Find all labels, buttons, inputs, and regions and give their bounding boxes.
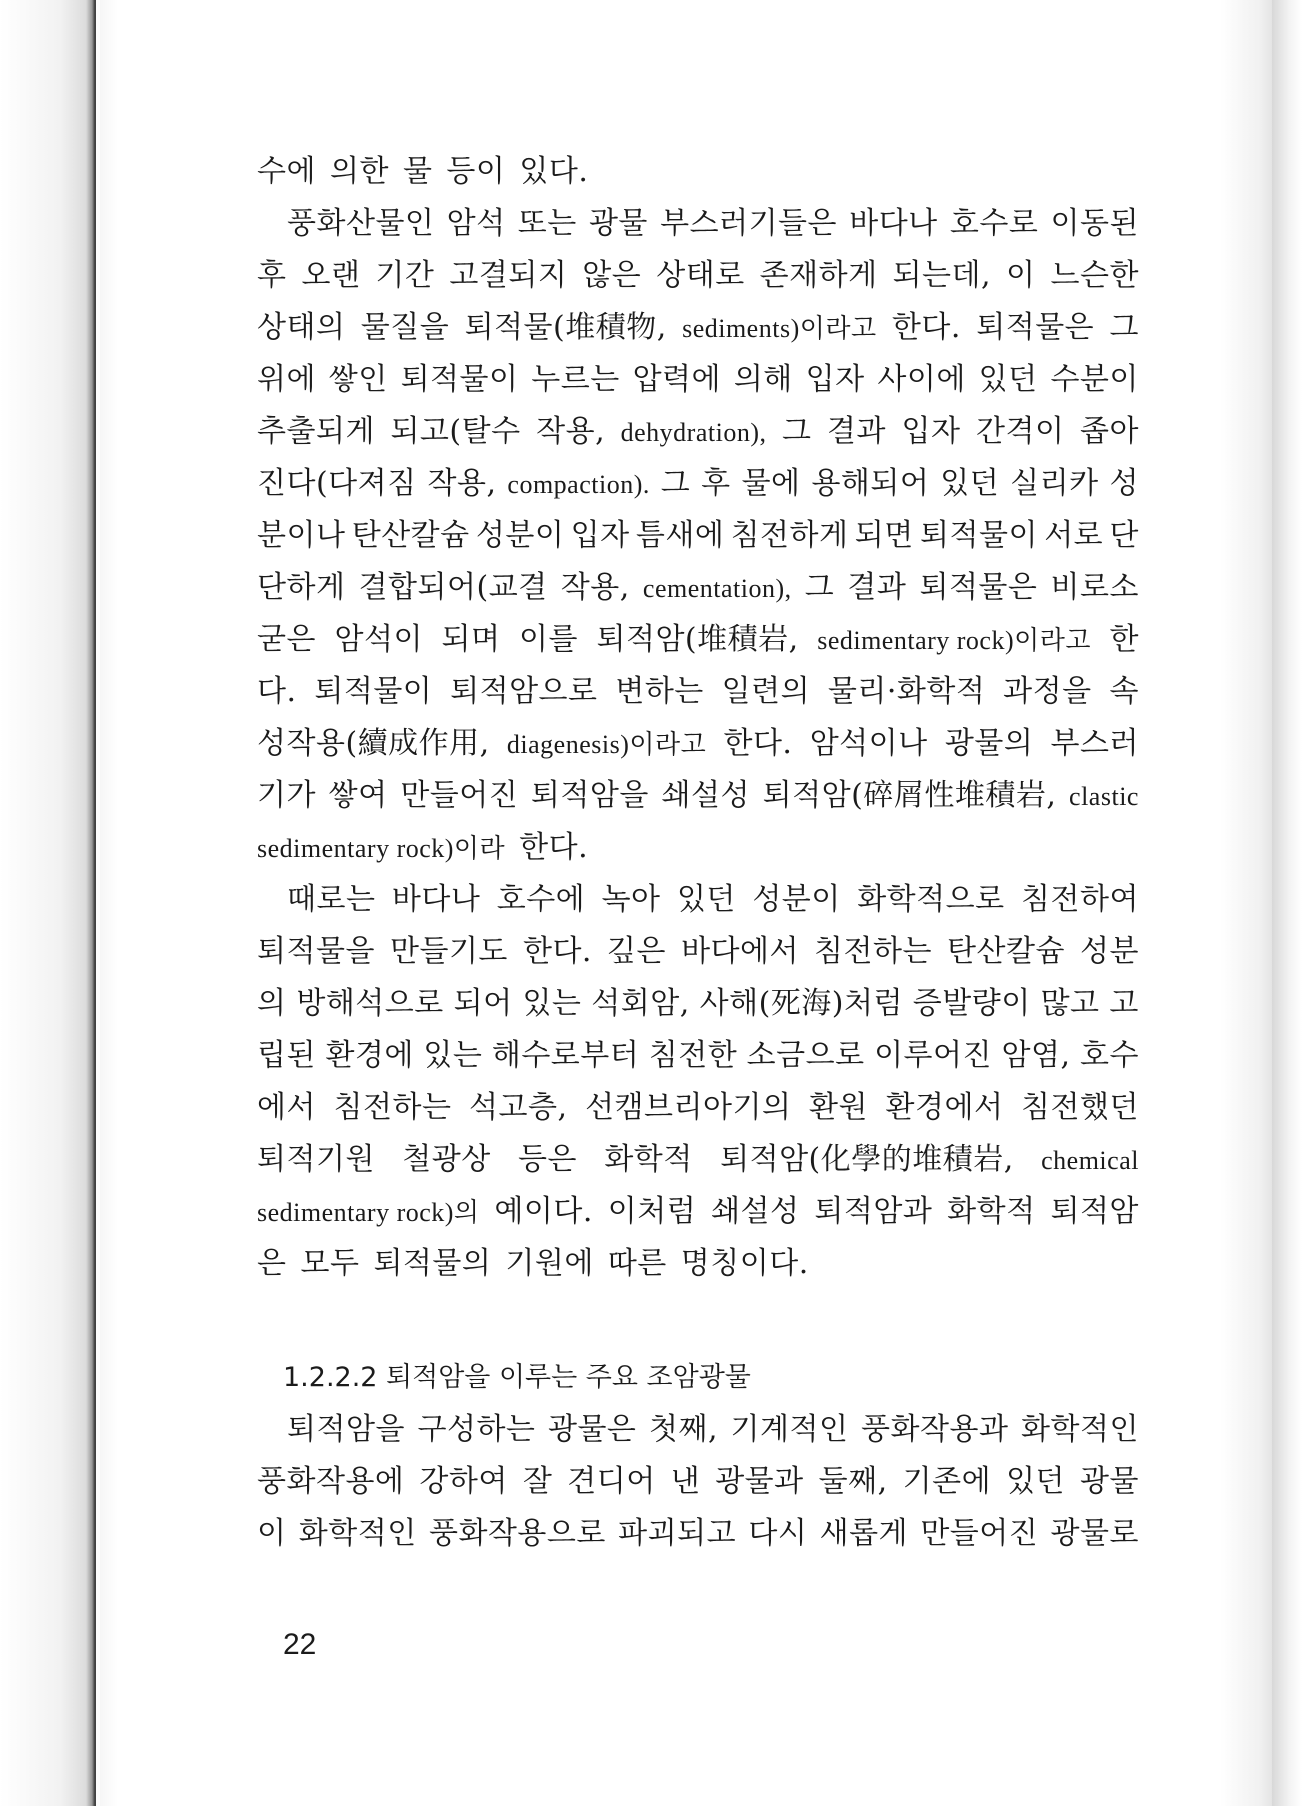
word: 입자 [805, 362, 865, 397]
word: sedimentary rock)이라 [257, 834, 506, 863]
word: 풍화산물인 [287, 206, 435, 241]
word: 암염, [1001, 1038, 1071, 1073]
word: 화학적 [604, 1142, 693, 1177]
word: diagenesis)이라고 [506, 730, 707, 759]
word: 있는 [423, 1038, 483, 1073]
word: 작용, [536, 414, 606, 449]
word: 사해(死海)처럼 [699, 986, 903, 1021]
word: 결합되어(교결 [358, 570, 548, 605]
word: 퇴적암을 [530, 778, 649, 813]
word: 다. [257, 674, 297, 709]
word: 누르는 [531, 362, 620, 397]
word: 광물로 [1050, 1516, 1139, 1551]
word: 퇴적물의 [373, 1246, 492, 1281]
word: 물에 [741, 466, 801, 501]
text-line [257, 718, 1139, 770]
text-line [257, 926, 1139, 978]
word: 있던 [1006, 1464, 1066, 1499]
text-line [257, 978, 1139, 1030]
word: 견디어 [567, 1464, 656, 1499]
text-line [257, 510, 1139, 562]
word: 비로소 [1050, 570, 1139, 605]
word: 상태의 [257, 310, 346, 345]
word: 압력에 [632, 362, 722, 397]
word: 퇴적암으로 [450, 674, 598, 709]
word: 이 [1006, 258, 1036, 293]
word: 그 [782, 414, 812, 449]
page-number: 22 [283, 1628, 317, 1661]
word: sediments)이라고 [682, 314, 877, 343]
word: 존재하게 [759, 258, 878, 293]
word: 암석이 [334, 622, 423, 657]
word: sedimentary rock)이라고 [817, 626, 1091, 655]
text-line [257, 1508, 1139, 1560]
word: 강하여 [419, 1464, 508, 1499]
word: 느슨한 [1050, 258, 1139, 293]
word: 굳은 [257, 622, 316, 657]
paragraph-2 [257, 874, 1139, 1290]
text-line [257, 406, 1139, 458]
word: 광물의 [944, 726, 1034, 761]
word: 물리·화학적 [827, 674, 986, 709]
word: 만들어진 [400, 778, 519, 813]
word: 쌓여 [328, 778, 388, 813]
word: 석고층, [469, 1090, 568, 1125]
page-edge-shadow [1272, 0, 1302, 1806]
text-line [257, 770, 1139, 822]
word: 결과 [847, 570, 907, 605]
word: compaction). [507, 470, 650, 499]
word: 한다. [519, 830, 589, 865]
word: 많고 [1040, 986, 1100, 1021]
word: 결과 [827, 414, 886, 449]
word: 새롭게 [819, 1516, 909, 1551]
word: 녹아 [601, 882, 661, 917]
word: 환경에서 [885, 1090, 1004, 1125]
word: 용해되어 [811, 466, 930, 501]
word: 등이 [446, 154, 506, 189]
word: 물질을 [360, 310, 450, 345]
word: 되면 [854, 518, 914, 553]
word: 속 [1109, 674, 1139, 709]
word: 퇴적물이 [400, 362, 519, 397]
word: 그 [1109, 310, 1139, 345]
word: 간격이 [976, 414, 1065, 449]
word: clastic [1069, 782, 1139, 811]
word: 광물과 [715, 1464, 804, 1499]
word: 방해석으로 [296, 986, 444, 1021]
word: 의 [257, 986, 287, 1021]
text-line [257, 1456, 1139, 1508]
word: 잘 [522, 1464, 553, 1499]
word: 낸 [670, 1464, 701, 1499]
word: 입자 [901, 414, 961, 449]
word: 후 [257, 258, 287, 293]
word: cementation), [642, 574, 792, 603]
word: 부스러 [1050, 726, 1139, 761]
word: 예이다. [494, 1194, 593, 1229]
word: 또는 [517, 206, 577, 241]
text-line [257, 354, 1139, 406]
word: 과정을 [1003, 674, 1092, 709]
word: 그 [804, 570, 835, 605]
word: 기원에 [505, 1246, 594, 1281]
text-line [257, 874, 1139, 926]
text-line [257, 562, 1139, 614]
word: 침전하여 [1021, 882, 1139, 917]
word: 바다나 [391, 882, 481, 917]
word: 소금으로 [746, 1038, 865, 1073]
word: 기계적인 [730, 1412, 849, 1447]
word: 실리카 [1010, 466, 1099, 501]
word: 모두 [300, 1246, 360, 1281]
word: 풍화작용과 [861, 1412, 1009, 1447]
word: 풍화작용으로 [428, 1516, 606, 1551]
word: 만들기도 [389, 934, 508, 969]
word: 부스러기들은 [660, 206, 838, 241]
word: 해수로부터 [491, 1038, 640, 1073]
word: 따른 [607, 1246, 667, 1281]
word: 파괴되고 [618, 1516, 737, 1551]
section-heading: 1.2.2.2 퇴적암을 이루는 주요 조암광물 [283, 1362, 751, 1393]
word: 퇴적암(化學的堆積岩, [720, 1142, 1014, 1177]
word: 침전하게 [730, 518, 849, 553]
word: 물 [402, 154, 433, 189]
word: 퇴적기원 [257, 1142, 375, 1177]
word: 퇴적암(堆積岩, [596, 622, 799, 657]
word: 오랜 [301, 258, 361, 293]
word: 퇴적물은 [919, 570, 1038, 605]
word: 성분 [1080, 934, 1139, 969]
word: 바다나 [849, 206, 938, 241]
text-line [257, 250, 1139, 302]
word: sedimentary rock)의 [257, 1198, 480, 1227]
word: 이동된 [1050, 206, 1139, 241]
word: 환원 [809, 1090, 868, 1125]
word: 퇴적암과 [814, 1194, 933, 1229]
word: 기간 [375, 258, 435, 293]
word: 수분이 [1050, 362, 1139, 397]
word: 풍화작용에 [257, 1464, 405, 1499]
word: 퇴적물(堆積物, [464, 310, 667, 345]
word: chemical [1041, 1146, 1139, 1175]
word: 이처럼 [607, 1194, 697, 1229]
text-line [257, 822, 1139, 874]
word: 화학적 [947, 1194, 1036, 1229]
word: 침전하는 [333, 1090, 452, 1125]
word: 단 [1109, 518, 1139, 553]
word: 않은 [582, 258, 642, 293]
text-line [257, 458, 1139, 510]
word: 성분이 [475, 518, 565, 553]
word: 탄산칼슘 [947, 934, 1065, 969]
text-line [257, 666, 1139, 718]
text-line [257, 1404, 1139, 1456]
word: 쌓인 [328, 362, 388, 397]
word: 호수에 [496, 882, 586, 917]
word: 퇴적암을 [287, 1412, 405, 1447]
word: 성작용(續成作用, [257, 726, 490, 761]
text-line [257, 1238, 1139, 1290]
word: 의한 [329, 154, 389, 189]
word: 호수로 [949, 206, 1039, 241]
word: 있던 [978, 362, 1038, 397]
word: 다시 [748, 1516, 808, 1551]
text-line [257, 146, 1139, 198]
text-line [257, 1030, 1139, 1082]
word: 위에 [257, 362, 316, 397]
paragraph-block-1 [257, 146, 1139, 1290]
word: 기존에 [902, 1464, 992, 1499]
word: 화학적인 [1021, 1412, 1139, 1447]
word: 있던 [940, 466, 1000, 501]
word: 이 [257, 1516, 287, 1551]
word: 등은 [518, 1142, 577, 1177]
word: 암석 [446, 206, 506, 241]
word: 작용, [427, 466, 497, 501]
word: 광물은 [547, 1412, 637, 1447]
word: 침전했던 [1021, 1090, 1139, 1125]
word: 명칭이다. [680, 1246, 809, 1281]
word: 석회암, [591, 986, 690, 1021]
word: 있던 [676, 882, 736, 917]
word: 성 [1109, 466, 1139, 501]
word: 고 [1109, 986, 1139, 1021]
word: 분이나 [257, 518, 346, 553]
paragraph-block-3 [257, 1404, 1139, 1560]
word: 립된 [257, 1038, 316, 1073]
word: 퇴적암(碎屑性堆積岩, [762, 778, 1057, 813]
word: 그 [660, 466, 691, 501]
word: 입자 [570, 518, 630, 553]
word: 화학적으로 [857, 882, 1005, 917]
word: 기가 [257, 778, 316, 813]
word: 깊은 [607, 934, 666, 969]
text-line [257, 614, 1139, 666]
word: 퇴적물이 [314, 674, 433, 709]
word: 사이에 [877, 362, 966, 397]
word: 되어 [453, 986, 513, 1021]
word: 탄산칼슘 [351, 518, 470, 553]
word: 있다. [519, 154, 589, 189]
word: 단하게 [257, 570, 346, 605]
word: 한다. [891, 310, 961, 345]
word: 만들어진 [920, 1516, 1039, 1551]
word: 한다. [522, 934, 592, 969]
word: 고결되지 [449, 258, 568, 293]
text-line [257, 1186, 1139, 1238]
word: 진다(다져짐 [257, 466, 417, 501]
word: 때로는 [287, 882, 376, 917]
word: 에서 [257, 1090, 316, 1125]
word: 작용, [560, 570, 630, 605]
text-line [257, 1082, 1139, 1134]
word: 쇄설성 [661, 778, 750, 813]
text-line [257, 302, 1139, 354]
word: 퇴적물은 [976, 310, 1095, 345]
word: 변하는 [615, 674, 704, 709]
word: 은 [257, 1246, 287, 1281]
word: 암석이나 [809, 726, 928, 761]
word: 퇴적암 [1050, 1194, 1139, 1229]
word: 틈새에 [635, 518, 725, 553]
word: 수에 [257, 154, 316, 189]
word: 성분이 [752, 882, 841, 917]
word: 서로 [1044, 518, 1104, 553]
word: 일련의 [721, 674, 811, 709]
word: 후 [701, 466, 731, 501]
word: 한 [1109, 622, 1139, 657]
paragraph-1 [257, 146, 1139, 874]
book-spine-shadow [0, 0, 96, 1806]
word: 둘째, [818, 1464, 888, 1499]
word: 의해 [733, 362, 793, 397]
word: 추출되게 [257, 414, 375, 449]
word: 퇴적물이 [920, 518, 1038, 553]
word: 증발량이 [912, 986, 1031, 1021]
word: 되며 [441, 622, 501, 657]
word: 바다에서 [681, 934, 799, 969]
word: 되는데, [892, 258, 992, 293]
word: 구성하는 [417, 1412, 536, 1447]
word: 되고(탈수 [390, 414, 521, 449]
text-line [257, 1134, 1139, 1186]
word: 환경에 [325, 1038, 414, 1073]
word: 광물 [1080, 1464, 1139, 1499]
word: 철광상 [402, 1142, 491, 1177]
word: 침전하는 [814, 934, 932, 969]
word: 이를 [518, 622, 578, 657]
word: 첫째, [648, 1412, 718, 1447]
word: 화학적인 [298, 1516, 417, 1551]
text-line [257, 198, 1139, 250]
word: 선캠브리아기의 [585, 1090, 792, 1125]
word: 광물 [588, 206, 648, 241]
word: 좁아 [1080, 414, 1139, 449]
word: 한다. [723, 726, 793, 761]
word: dehydration), [620, 418, 767, 447]
word: 퇴적물을 [257, 934, 375, 969]
word: 있는 [522, 986, 582, 1021]
word: 이루어진 [874, 1038, 992, 1073]
word: 쇄설성 [711, 1194, 800, 1229]
word: 침전한 [648, 1038, 738, 1073]
word: 호수 [1079, 1038, 1139, 1073]
word: 상태로 [656, 258, 745, 293]
